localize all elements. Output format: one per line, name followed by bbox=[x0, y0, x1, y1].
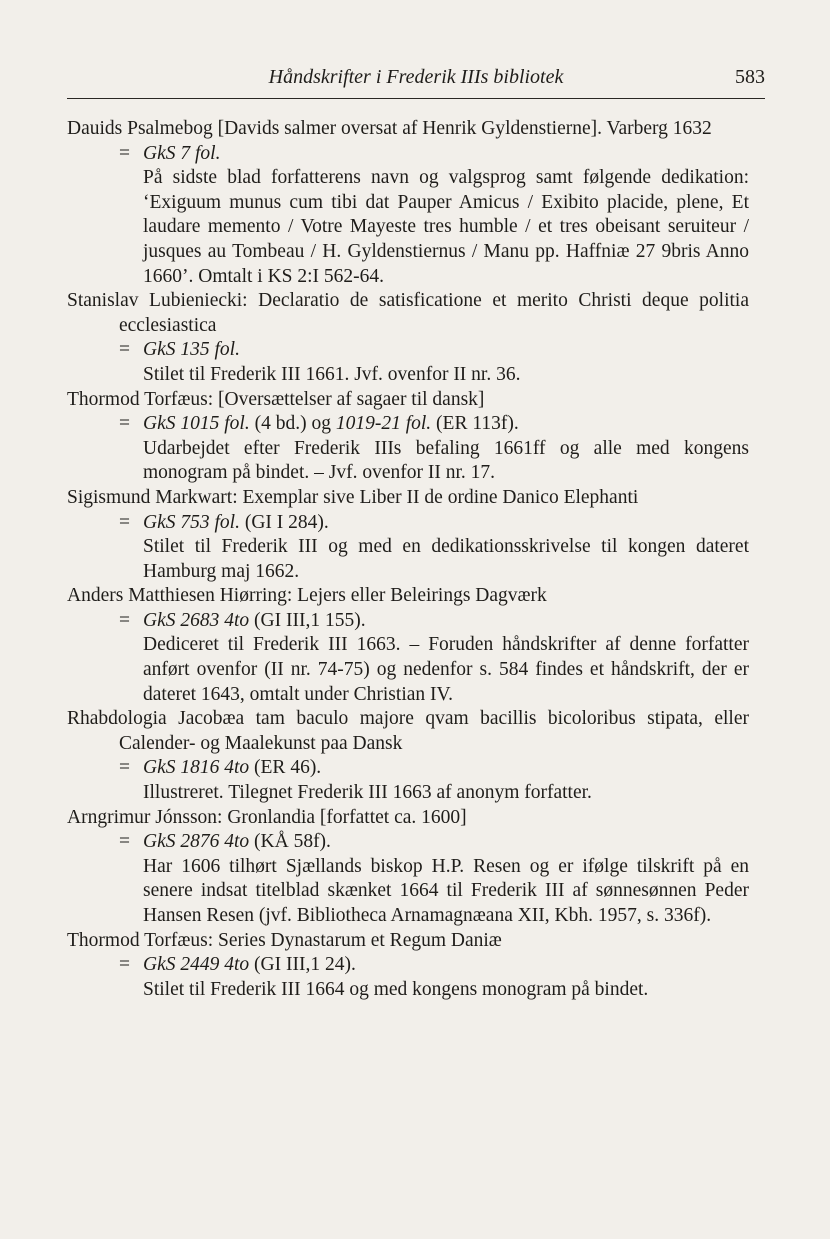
shelfmark: GkS 2449 4to bbox=[143, 954, 250, 976]
equals-sign: = bbox=[119, 142, 130, 164]
entry-signature bbox=[67, 609, 749, 634]
shelfmark-connector: (4 bd.) og bbox=[249, 413, 336, 435]
entry-signature bbox=[67, 511, 749, 536]
page-number: 583 bbox=[735, 66, 765, 88]
entry-title: Rhabdologia Jacobæa tam baculo majore qvam bacillis bicoloribus stipata, eller Calender- og Maalekunst paa Dansk bbox=[67, 708, 749, 754]
shelfmark: GkS 7 fol. bbox=[143, 142, 221, 164]
entry-note: Stilet til Frederik III 1664 og med kongens monogram på bindet. bbox=[143, 978, 649, 1000]
header-rule bbox=[67, 98, 765, 99]
entry-title: Thormod Torfæus: Series Dynastarum et Regum Daniæ bbox=[67, 929, 502, 951]
entry-title: Dauids Psalmebog [Davids salmer oversat af Henrik Gyldenstierne]. Varberg 1632 bbox=[67, 118, 712, 139]
equals-sign: = bbox=[119, 609, 130, 631]
equals-sign: = bbox=[119, 339, 130, 361]
entry-note: Stilet til Frederik III og med en dedikationsskrivelse til kongen dateret Hamburg maj 1662. bbox=[143, 536, 749, 582]
entry-title: Sigismund Markwart: Exemplar sive Liber II de ordine Danico Elephanti bbox=[67, 486, 639, 508]
entry-signature bbox=[67, 830, 749, 855]
shelfmark-reference: (GI III,1 155). bbox=[249, 609, 366, 631]
page-header bbox=[67, 64, 765, 96]
entry-signature bbox=[67, 142, 749, 167]
equals-sign: = bbox=[119, 954, 130, 976]
catalog-entry bbox=[67, 584, 749, 707]
catalog-entry bbox=[67, 289, 749, 387]
entry-note: Stilet til Frederik III 1661. Jvf. ovenfor II nr. 36. bbox=[143, 363, 521, 385]
shelfmark-reference: (KÅ 58f). bbox=[249, 831, 331, 853]
entry-title: Anders Matthiesen Hiørring: Lejers eller Beleirings Dagværk bbox=[67, 585, 547, 607]
shelfmark: GkS 2876 4to bbox=[143, 831, 250, 853]
entry-title: Stanislav Lubieniecki: Declaratio de satisficatione et merito Christi deque politia ecclesiastica bbox=[67, 290, 749, 336]
shelfmark-reference: (ER 113f). bbox=[431, 413, 519, 435]
running-title: Håndskrifter i Frederik IIIs bibliotek bbox=[268, 66, 564, 88]
entry-note: På sidste blad forfatterens navn og valgsprog samt følgende dedikation: ‘Exiguum munus cum tibi dat Pauper Amicus / Exibito placide, plene, Et laudare memento / Votre Mayeste tres humble / et tres obeisant seruiteur / jusques au Tombeau / H. Gyldenstiernus / Manu pp. Haffniæ 27 9bris Anno 1660’. Omtalt i KS 2:I 562-64. bbox=[143, 167, 749, 287]
entry-title: Arngrimur Jónsson: Gronlandia [forfattet ca. 1600] bbox=[67, 806, 467, 828]
catalog-entry bbox=[67, 707, 749, 805]
equals-sign: = bbox=[119, 831, 130, 853]
shelfmark: GkS 753 fol. bbox=[143, 511, 240, 533]
entry-title: Thormod Torfæus: [Oversættelser af sagaer til dansk] bbox=[67, 388, 485, 410]
equals-sign: = bbox=[119, 757, 130, 779]
entry-note: Dediceret til Frederik III 1663. – Foruden håndskrifter af denne forfatter anført ovenfor (II nr. 74-75) og nedenfor s. 584 findes et håndskrift, der er dateret 1643, omtalt under Christian IV. bbox=[143, 634, 749, 705]
entry-signature bbox=[67, 338, 749, 363]
entry-signature bbox=[67, 756, 749, 781]
catalog-entry bbox=[67, 117, 749, 289]
entry-note: Illustreret. Tilegnet Frederik III 1663 af anonym forfatter. bbox=[143, 782, 592, 804]
equals-sign: = bbox=[119, 413, 130, 435]
catalog-entry bbox=[67, 486, 749, 584]
entry-note: Har 1606 tilhørt Sjællands biskop H.P. Resen og er ifølge tilskrift på en senere indsat titelblad skænket 1664 til Frederik III af sønnesønnen Peder Hansen Resen (jvf. Bibliotheca Arnamagnæana XII, Kbh. 1957, s. 336f). bbox=[143, 855, 749, 926]
shelfmark: GkS 2683 4to bbox=[143, 609, 250, 631]
shelfmark: GkS 1816 4to bbox=[143, 757, 250, 779]
catalog-entries bbox=[67, 117, 749, 1002]
entry-signature bbox=[67, 953, 749, 978]
shelfmark-second: 1019-21 fol. bbox=[335, 413, 432, 435]
catalog-entry bbox=[67, 806, 749, 929]
shelfmark: GkS 1015 fol. bbox=[143, 413, 250, 435]
shelfmark: GkS 135 fol. bbox=[143, 339, 240, 361]
shelfmark-reference: (GI III,1 24). bbox=[249, 954, 356, 976]
entry-note: Udarbejdet efter Frederik IIIs befaling 1661ff og alle med kongens monogram på bindet. – Jvf. ovenfor II nr. 17. bbox=[143, 437, 749, 484]
catalog-entry bbox=[67, 929, 749, 1003]
shelfmark-reference: (GI I 284). bbox=[239, 511, 329, 533]
catalog-entry bbox=[67, 388, 749, 486]
entry-signature bbox=[67, 412, 749, 437]
shelfmark-reference: (ER 46). bbox=[249, 757, 322, 779]
equals-sign: = bbox=[119, 511, 130, 533]
